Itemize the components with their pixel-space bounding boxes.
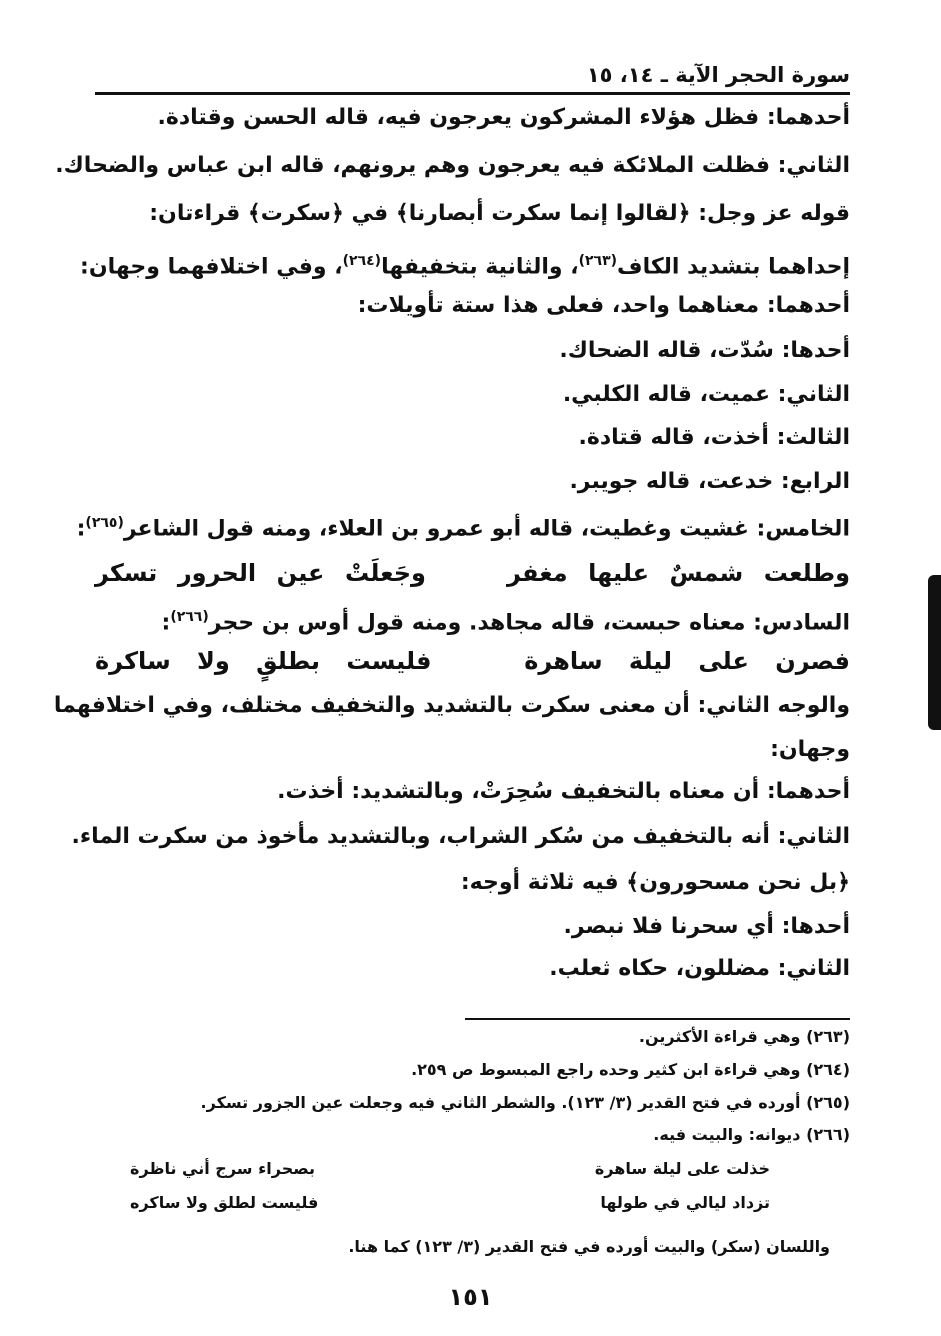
- text-line: أحدهما: أن معناه بالتخفيف سُحِرَتْ، وبالتشديد: أخذت.: [277, 779, 850, 804]
- page-number: ١٥١: [448, 1283, 493, 1311]
- verse-line: [95, 639, 850, 683]
- footnote-verse: خذلت على ليلة ساهرة: [594, 1159, 770, 1178]
- header-title: سورة الحجر الآية ـ ١٤، ١٥: [586, 63, 850, 87]
- text-line: أحدهما: معناهما واحد، فعلى هذا ستة تأويلات:: [357, 293, 850, 318]
- text-line: ﴿بل نحن مسحورون﴾ فيه ثلاثة أوجه:: [460, 870, 850, 895]
- text-line: الثاني: فظلت الملائكة فيه يعرجون وهم يرونهم، قاله ابن عباس والضحاك.: [55, 153, 850, 178]
- footnotes: [95, 1022, 850, 1262]
- text-line: أحدها: سُدّت، قاله الضحاك.: [559, 338, 850, 363]
- verse-hemistich: وجَعلَتْ عين الحرور تسكر: [95, 559, 426, 587]
- footnote: واللسان (سكر) والبيت أورده في فتح القدير (٣/ ١٢٣) كما هنا.: [348, 1237, 830, 1256]
- footnote: (٢٦٤) وهي قراءة ابن كثير وحده راجع المبسوط ص ٢٥٩.: [411, 1060, 850, 1079]
- text-line: وجهان:: [770, 737, 850, 762]
- text-span: :: [161, 610, 171, 636]
- text-line: [77, 501, 850, 551]
- footnote-ref[interactable]: (٢٦٣): [578, 253, 618, 269]
- text-line: [162, 595, 851, 645]
- footnote-separator: [465, 1018, 850, 1020]
- footnote: (٢٦٦) ديوانه: والبيت فيه.: [653, 1125, 850, 1144]
- text-line: قوله عز وجل: ﴿لقالوا إنما سكرت أبصارنا﴾ في ﴿سكرت﴾ قراءتان:: [149, 201, 850, 226]
- footnote-ref[interactable]: (٢٦٥): [85, 515, 124, 531]
- footnote-verse: بصحراء سرج أني ناظرة: [130, 1159, 316, 1178]
- text-line: الثالث: أخذت، قاله قتادة.: [578, 425, 850, 450]
- text-line: الرابع: خدعت، قاله جويبر.: [569, 469, 850, 494]
- text-span: إحداهما بتشديد الكاف: [617, 254, 850, 280]
- running-header: [95, 58, 850, 95]
- verse-hemistich: فليست بطلقٍ ولا ساكرة: [95, 647, 432, 675]
- text-line: أحدهما: فظل هؤلاء المشركون يعرجون فيه، قاله الحسن وقتادة.: [157, 105, 850, 130]
- verse-line: [95, 551, 850, 595]
- text-line: الثاني: مضللون، حكاه ثعلب.: [549, 956, 850, 981]
- text-line: الثاني: أنه بالتخفيف من سُكر الشراب، وبالتشديد مأخوذ من سكرت الماء.: [71, 824, 850, 849]
- scan-edge-mark: [928, 575, 941, 730]
- text-span: ، وفي اختلافهما وجهان:: [80, 254, 343, 280]
- footnote-ref[interactable]: (٢٦٦): [170, 609, 209, 625]
- text-line: أحدها: أي سحرنا فلا نبصر.: [563, 914, 850, 939]
- verse-hemistich: وطلعت شمسٌ عليها مغفر: [507, 559, 850, 587]
- text-line: [80, 239, 850, 289]
- text-line: والوجه الثاني: أن معنى سكرت بالتشديد والتخفيف مختلف، وفي اختلافهما: [53, 693, 850, 718]
- footnote: (٢٦٥) أورده في فتح القدير (٣/ ١٢٣). والشطر الثاني فيه وجعلت عين الجزور تسكر.: [200, 1093, 850, 1112]
- footnote-verse: تزداد ليالي في طولها: [600, 1193, 770, 1212]
- text-span: ، والثانية بتخفيفها: [381, 254, 579, 280]
- text-span: الخامس: غشيت وغطيت، قاله أبو عمرو بن العلاء، ومنه قول الشاعر: [123, 516, 850, 542]
- text-span: :: [76, 516, 86, 542]
- text-line: الثاني: عميت، قاله الكلبي.: [562, 382, 850, 407]
- footnote: (٢٦٣) وهي قراءة الأكثرين.: [638, 1027, 850, 1046]
- footnote-verse: فليست لطلق ولا ساكره: [130, 1193, 319, 1212]
- verse-hemistich: فصرن على ليلة ساهرة: [524, 647, 851, 675]
- text-span: السادس: معناه حبست، قاله مجاهد. ومنه قول أوس بن حجر: [208, 610, 850, 636]
- footnote-ref[interactable]: (٢٦٤): [342, 253, 382, 269]
